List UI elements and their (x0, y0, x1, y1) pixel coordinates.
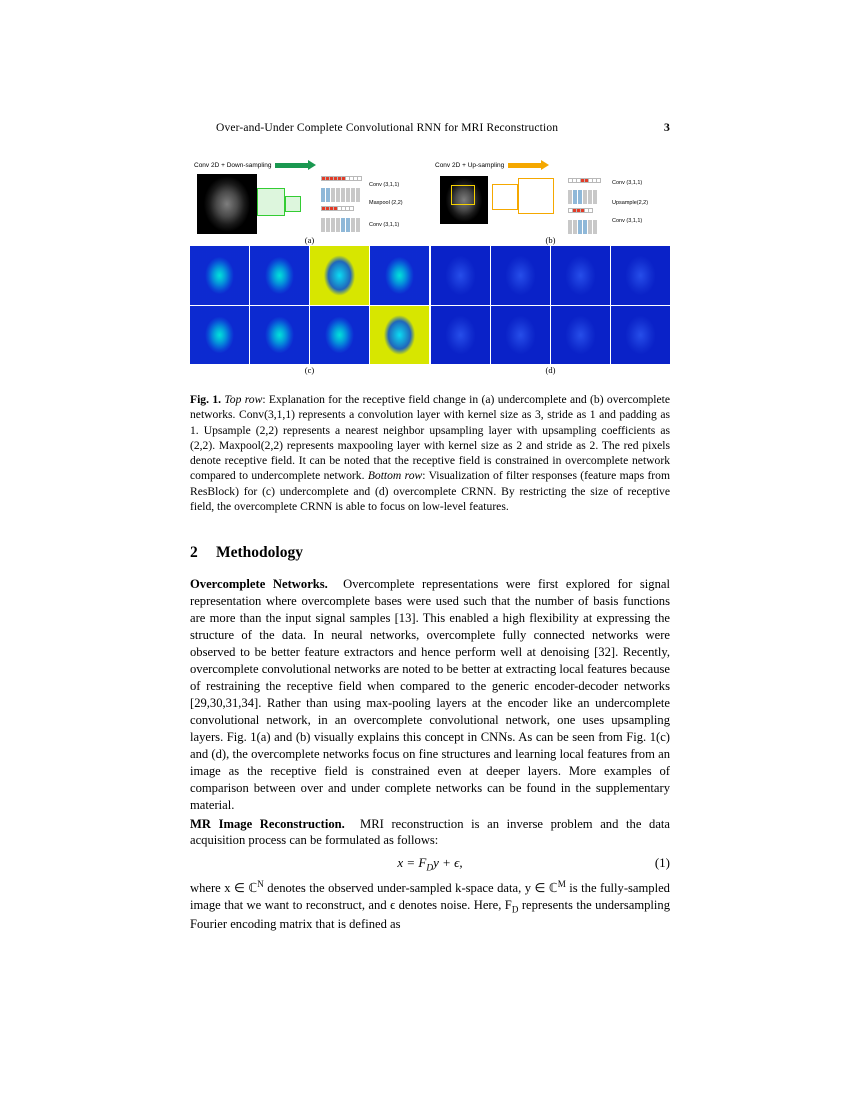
feature-map-cell (370, 306, 429, 365)
panel-a-caption-text: Conv 2D + Down-sampling (194, 162, 272, 169)
panel-b-caption-text: Conv 2D + Up-sampling (435, 162, 505, 169)
panel-b-label: (b) (545, 235, 556, 245)
feature-map-cell (370, 246, 429, 305)
panel-a-block-label-3: Conv (3,1,1) (369, 222, 400, 228)
section-heading (190, 544, 670, 562)
paragraph-lead-overcomplete: Overcomplete Networks. (190, 577, 328, 592)
panel-b-block-label-2: Upsample(2,2) (612, 200, 649, 206)
panel-a-caption (194, 162, 309, 169)
feature-row-b-1 (568, 178, 601, 183)
equation-1-lhs: x = F (397, 855, 427, 871)
feature-stack-b-2 (568, 220, 597, 234)
figure-caption-text-2: : Visualization of filter responses (feature maps from ResBlock) for (c) undercomplete and (d) overcomplete CRNN. By restricting the size of receptive field, the overcomplete CRNN is able to focus on low-level features. (190, 469, 670, 514)
feature-map-grid-c (190, 246, 429, 364)
equation-1-rhs: y + ϵ, (433, 855, 463, 871)
feature-map-cell (310, 306, 369, 365)
panel-b-block-label-3: Conv (3,1,1) (612, 218, 643, 224)
equation-1 (190, 855, 670, 874)
feature-map-cell (611, 246, 670, 305)
panel-a-block-label-2: Maxpool (2,2) (369, 200, 403, 206)
feature-map-cell (551, 306, 610, 365)
panel-a-label: (a) (304, 235, 315, 245)
brain-image-b (440, 176, 488, 224)
after-eq-sup-2: M (557, 878, 566, 889)
feature-map-grid-d (431, 246, 670, 364)
panel-b-block-label-1: Conv (3,1,1) (612, 180, 643, 186)
figure-bottom-row (190, 246, 670, 374)
figure-caption-label: Fig. 1. (190, 393, 222, 406)
feature-map-cell (431, 306, 490, 365)
section-title: Methodology (216, 544, 303, 562)
feature-row-b-2 (568, 208, 593, 213)
figure-caption-bottomrow: Bottom row (367, 469, 423, 483)
paragraph-text-overcomplete: Overcomplete representations were first explored for signal representation where overcomplete bases were used such that the number of basis functions are more than the input signal samples [13]. This enabled a high flexibility at expressing the structure of the data. In neural networks, overcomplete fully connected networks were observed to be better feature extractors and hence perform well at denoising [32]. Recently, overcomplete convolutional networks are noted to be better at extracting local features because of restraining the receptive field when compared to the generic encoder-decoder networks [29,30,31,34]. Rather than using max-pooling layers at the encoder like an undercomplete convolutional network, in an overcomplete convolutional network, one uses upsampling layers. Fig. 1(a) and (b) visually explains this concept in CNNs. As can be seen from Fig. 1(c) and (d), the overcomplete networks focus on fine structures and learning local features from an image as the receptive field is constrained even at deeper layers. More examples of comparison between over and under complete networks can be found in the supplementary material. (190, 577, 670, 812)
figure-panel-d (431, 246, 670, 374)
figure-top-row (190, 159, 670, 244)
panel-c-label: (c) (304, 365, 315, 375)
after-eq-sup-1: N (257, 878, 264, 889)
orange-box-large (518, 178, 554, 214)
paragraph-after-equation (190, 878, 670, 933)
panel-b-caption (435, 162, 542, 169)
feature-map-cell (551, 246, 610, 305)
orange-box-small (492, 184, 518, 210)
figure-caption-toprow: Top row (224, 393, 263, 406)
panel-d-label: (d) (545, 365, 556, 375)
running-head-title: Over-and-Under Complete Convolutional RNN for MRI Reconstruction (216, 122, 559, 134)
feature-map-cell (431, 246, 490, 305)
section-number: 2 (190, 544, 198, 562)
paragraph-text-mr: MRI reconstruction is an inverse problem and the data acquisition process can be formulated as follows: (190, 816, 671, 848)
paragraph-overcomplete-networks (190, 576, 670, 813)
page-number: 3 (663, 120, 670, 134)
figure-panel-a (190, 159, 429, 244)
after-eq-part-1: where x ∈ ℂ (190, 881, 258, 896)
feature-map-cell (250, 246, 309, 305)
after-eq-part-3: is the fully-sampled image that we want to reconstruct, and ϵ denotes noise. Here, F (190, 881, 670, 913)
figure-1 (190, 159, 670, 514)
feature-map-cell (611, 306, 670, 365)
feature-map-cell (491, 306, 550, 365)
brain-image-a (197, 174, 257, 234)
feature-map-cell (190, 306, 249, 365)
panel-a-block-label-1: Conv (3,1,1) (369, 182, 400, 188)
after-eq-part-4: represents the undersampling Fourier encoding matrix that is defined as (190, 898, 671, 931)
feature-stack-b-1 (568, 190, 597, 204)
feature-map-cell (491, 246, 550, 305)
feature-stack-a-1 (321, 188, 360, 202)
feature-map-cell (250, 306, 309, 365)
after-eq-part-2: denotes the observed under-sampled k-space data, y ∈ ℂ (263, 881, 558, 896)
figure-caption (190, 392, 670, 514)
paragraph-mr-reconstruction (190, 816, 670, 850)
green-box-small (285, 196, 301, 212)
feature-row-a-2 (321, 206, 354, 211)
paragraph-lead-mr: MR Image Reconstruction. (190, 816, 345, 831)
figure-caption-text-1: : Explanation for the receptive field change in (a) undercomplete and (b) overcomplete networks. Conv(3,1,1) represents a convolution layer with kernel size as 3, stride as 1 and padding as 1. Upsample (2,2) represents a nearest neighbor upsampling layer with upsampling coefficients as (2,2). Maxpool(2,2) represents maxpooling layer with kernel size as 2 and stride as 2. The red pixels denote receptive field. It can be noted that the receptive field is constrained in overcomplete network compared to undercomplete network. (190, 393, 671, 483)
page-content (190, 120, 670, 933)
equation-1-sub: D (426, 863, 434, 874)
arrow-right-green-icon (275, 163, 309, 168)
feature-map-cell (310, 246, 369, 305)
feature-map-cell (190, 246, 249, 305)
figure-panel-c (190, 246, 429, 374)
feature-stack-a-2 (321, 218, 360, 232)
arrow-right-orange-icon (508, 163, 542, 168)
running-head (190, 120, 670, 135)
figure-panel-b (431, 159, 670, 244)
equation-1-tag: (1) (654, 855, 670, 871)
green-box-large (257, 188, 285, 216)
feature-row-a-1 (321, 176, 362, 181)
after-eq-sub-1: D (511, 904, 519, 915)
